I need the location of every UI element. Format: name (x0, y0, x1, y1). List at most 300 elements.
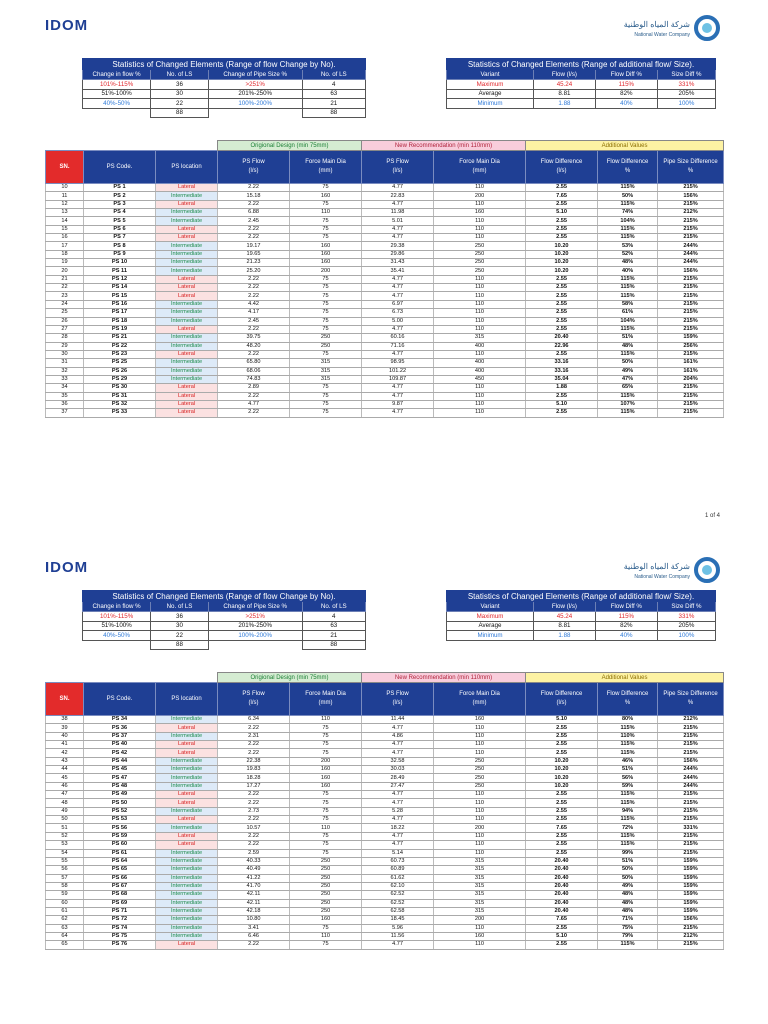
new-flow-cell: 98.95 (362, 359, 434, 367)
flow-diff-cell: 2.55 (526, 799, 598, 807)
flow-diff-pct-cell: 115% (598, 816, 658, 824)
new-flow-cell: 4.77 (362, 292, 434, 300)
ps-code-cell: PS 11 (84, 267, 156, 275)
ps-location-cell: Intermediate (156, 192, 218, 200)
orig-dia-cell: 160 (290, 259, 362, 267)
new-flow-cell: 61.62 (362, 874, 434, 882)
orig-flow-cell: 2.22 (218, 184, 290, 192)
ps-location-cell: Intermediate (156, 907, 218, 915)
ps-location-cell: Intermediate (156, 874, 218, 882)
col-header-new-flow: PS Flow (l/s) (362, 151, 434, 184)
flow-diff-pct-cell: 115% (598, 284, 658, 292)
stats-right-col: Flow (l/s) (534, 70, 596, 80)
orig-flow-cell: 17.27 (218, 782, 290, 790)
pipe-diff-cell: 215% (658, 749, 724, 757)
new-dia-cell: 315 (434, 882, 526, 890)
flow-diff-pct-cell: 48% (598, 891, 658, 899)
orig-flow-cell: 74.83 (218, 375, 290, 383)
pipe-diff-cell: 215% (658, 309, 724, 317)
orig-flow-cell: 2.22 (218, 799, 290, 807)
orig-dia-cell: 75 (290, 309, 362, 317)
orig-dia-cell: 315 (290, 367, 362, 375)
flow-diff-pct-cell: 115% (598, 392, 658, 400)
sn-cell: 39 (46, 724, 84, 732)
ps-code-cell: PS 74 (84, 924, 156, 932)
ps-location-cell: Intermediate (156, 916, 218, 924)
ps-location-cell: Intermediate (156, 317, 218, 325)
pipe-diff-cell: 215% (658, 200, 724, 208)
ps-code-cell: PS 6 (84, 225, 156, 233)
flow-diff-cell: 20.40 (526, 857, 598, 865)
sn-cell: 28 (46, 334, 84, 342)
stats-right-title: Statistics of Changed Elements (Range of additional flow/ Size). (447, 591, 716, 602)
ps-code-cell: PS 37 (84, 732, 156, 740)
flow-diff-pct-cell: 72% (598, 824, 658, 832)
table-row (46, 716, 724, 724)
flow-diff-pct-cell: 79% (598, 932, 658, 940)
new-flow-cell: 4.77 (362, 284, 434, 292)
new-dia-cell: 110 (434, 941, 526, 949)
flow-diff-pct-cell: 115% (598, 799, 658, 807)
flow-diff-cell: 20.40 (526, 899, 598, 907)
ps-location-cell: Intermediate (156, 866, 218, 874)
orig-flow-cell: 2.22 (218, 392, 290, 400)
new-flow-cell: 60.73 (362, 857, 434, 865)
new-flow-cell: 62.52 (362, 891, 434, 899)
ps-code-cell: PS 34 (84, 716, 156, 724)
ps-code-cell: PS 10 (84, 259, 156, 267)
ps-code-cell: PS 36 (84, 724, 156, 732)
new-flow-cell: 35.41 (362, 267, 434, 275)
ps-location-cell: Lateral (156, 225, 218, 233)
orig-dia-cell: 75 (290, 832, 362, 840)
table-row (46, 275, 724, 283)
ps-code-cell: PS 68 (84, 891, 156, 899)
sn-cell: 32 (46, 367, 84, 375)
ps-code-cell: PS 17 (84, 309, 156, 317)
flow-diff-pct-cell: 61% (598, 309, 658, 317)
nwc-emblem-icon (694, 557, 720, 583)
table-row (46, 916, 724, 924)
ps-location-cell: Lateral (156, 325, 218, 333)
new-dia-cell: 110 (434, 384, 526, 392)
table-row (46, 259, 724, 267)
stats-right-cell: 8.81 (534, 621, 596, 631)
col-header-pipe-diff: Pipe Size Difference % (658, 683, 724, 716)
new-dia-cell: 110 (434, 184, 526, 192)
sn-cell: 35 (46, 392, 84, 400)
orig-dia-cell: 75 (290, 292, 362, 300)
stats-left-col: Change of Pipe Size % (208, 70, 302, 80)
ps-code-cell: PS 14 (84, 284, 156, 292)
pipe-diff-cell: 212% (658, 716, 724, 724)
pipe-diff-cell: 215% (658, 849, 724, 857)
sn-cell: 33 (46, 375, 84, 383)
orig-flow-cell: 2.59 (218, 849, 290, 857)
stats-left-col: No. of LS (302, 602, 365, 612)
flow-diff-cell: 2.55 (526, 832, 598, 840)
ps-location-cell: Intermediate (156, 267, 218, 275)
table-row (46, 384, 724, 392)
pipe-diff-cell: 215% (658, 350, 724, 358)
sn-cell: 36 (46, 400, 84, 408)
group-original-design: Origional Design (min 75mm) (218, 141, 362, 151)
orig-flow-cell: 18.28 (218, 774, 290, 782)
stats-left-cell: 22 (151, 631, 209, 641)
col-header-new-dia: Force Main Dia (mm) (434, 683, 526, 716)
flow-diff-cell: 2.55 (526, 225, 598, 233)
orig-dia-cell: 75 (290, 732, 362, 740)
orig-dia-cell: 75 (290, 300, 362, 308)
orig-flow-cell: 41.22 (218, 874, 290, 882)
group-additional-values: Additional Values (526, 141, 724, 151)
stats-left-cell: 51%-100% (83, 89, 151, 99)
ps-code-cell: PS 59 (84, 832, 156, 840)
new-flow-cell: 5.01 (362, 217, 434, 225)
ps-location-cell: Intermediate (156, 899, 218, 907)
table-row (46, 359, 724, 367)
flow-diff-cell: 20.40 (526, 907, 598, 915)
pipe-diff-cell: 156% (658, 267, 724, 275)
new-dia-cell: 110 (434, 832, 526, 840)
stats-left-cell: 63 (302, 89, 365, 99)
group-original-design: Origional Design (min 75mm) (218, 673, 362, 683)
pipe-diff-cell: 159% (658, 882, 724, 890)
ps-code-cell: PS 5 (84, 217, 156, 225)
pipe-diff-cell: 215% (658, 234, 724, 242)
flow-diff-cell: 20.40 (526, 891, 598, 899)
pipe-diff-cell: 215% (658, 799, 724, 807)
orig-dia-cell: 250 (290, 342, 362, 350)
flow-diff-cell: 2.55 (526, 350, 598, 358)
flow-diff-cell: 2.55 (526, 300, 598, 308)
ps-code-cell: PS 56 (84, 824, 156, 832)
new-flow-cell: 4.77 (362, 234, 434, 242)
new-dia-cell: 250 (434, 267, 526, 275)
ps-location-cell: Intermediate (156, 242, 218, 250)
orig-dia-cell: 160 (290, 782, 362, 790)
pipe-diff-cell: 215% (658, 841, 724, 849)
flow-diff-cell: 2.55 (526, 941, 598, 949)
flow-diff-cell: 2.55 (526, 284, 598, 292)
new-dia-cell: 400 (434, 342, 526, 350)
sn-cell: 64 (46, 932, 84, 940)
new-flow-cell: 32.58 (362, 757, 434, 765)
ps-code-cell: PS 60 (84, 841, 156, 849)
stats-left-cell: 30 (151, 89, 209, 99)
pipe-diff-cell: 159% (658, 899, 724, 907)
stats-left-col: No. of LS (151, 602, 209, 612)
flow-diff-pct-cell: 40% (598, 267, 658, 275)
new-flow-cell: 62.52 (362, 899, 434, 907)
ps-code-cell: PS 71 (84, 907, 156, 915)
flow-diff-pct-cell: 51% (598, 334, 658, 342)
table-row (46, 857, 724, 865)
ps-location-cell: Intermediate (156, 359, 218, 367)
orig-flow-cell: 10.57 (218, 824, 290, 832)
sn-cell: 50 (46, 816, 84, 824)
new-flow-cell: 4.77 (362, 325, 434, 333)
flow-diff-cell: 2.55 (526, 741, 598, 749)
ps-location-cell: Intermediate (156, 259, 218, 267)
sn-cell: 62 (46, 916, 84, 924)
pipe-diff-cell: 156% (658, 192, 724, 200)
table-row (46, 234, 724, 242)
flow-diff-cell: 2.55 (526, 275, 598, 283)
orig-flow-cell: 19.17 (218, 242, 290, 250)
col-header-orig-flow: PS Flow (l/s) (218, 683, 290, 716)
sn-cell: 25 (46, 309, 84, 317)
orig-dia-cell: 250 (290, 891, 362, 899)
table-row (46, 807, 724, 815)
pipe-diff-cell: 215% (658, 275, 724, 283)
ps-location-cell: Lateral (156, 409, 218, 417)
new-dia-cell: 250 (434, 766, 526, 774)
ps-code-cell: PS 69 (84, 899, 156, 907)
new-dia-cell: 110 (434, 400, 526, 408)
orig-dia-cell: 160 (290, 774, 362, 782)
new-flow-cell: 4.77 (362, 941, 434, 949)
flow-diff-cell: 20.40 (526, 334, 598, 342)
ps-location-cell: Intermediate (156, 209, 218, 217)
flow-diff-pct-cell: 115% (598, 791, 658, 799)
pipe-diff-cell: 212% (658, 932, 724, 940)
stats-left-cell: 21 (302, 631, 365, 641)
flow-diff-cell: 20.40 (526, 866, 598, 874)
stats-left-cell: 51%-100% (83, 621, 151, 631)
stats-right-cell: Average (447, 621, 534, 631)
group-new-recommendation: New Recommendation (min 110mm) (362, 673, 526, 683)
flow-diff-cell: 22.96 (526, 342, 598, 350)
flow-diff-pct-cell: 99% (598, 849, 658, 857)
orig-dia-cell: 110 (290, 932, 362, 940)
new-flow-cell: 4.77 (362, 841, 434, 849)
ps-code-cell: PS 75 (84, 932, 156, 940)
orig-dia-cell: 75 (290, 941, 362, 949)
stats-right-cell: 82% (595, 621, 657, 631)
flow-diff-cell: 5.10 (526, 932, 598, 940)
table-row (46, 317, 724, 325)
sn-cell: 41 (46, 741, 84, 749)
stats-left-cell: 36 (151, 612, 209, 622)
sn-cell: 27 (46, 325, 84, 333)
flow-diff-cell: 33.16 (526, 367, 598, 375)
group-additional-values: Additional Values (526, 673, 724, 683)
table-row (46, 766, 724, 774)
new-dia-cell: 110 (434, 799, 526, 807)
stats-right-cell: 40% (595, 99, 657, 109)
table-row (46, 891, 724, 899)
table-row (46, 757, 724, 765)
table-row (46, 342, 724, 350)
ps-code-cell: PS 53 (84, 816, 156, 824)
new-flow-cell: 29.86 (362, 250, 434, 258)
orig-flow-cell: 10.80 (218, 916, 290, 924)
new-flow-cell: 9.87 (362, 400, 434, 408)
table-row (46, 367, 724, 375)
ps-location-cell: Intermediate (156, 367, 218, 375)
flow-diff-pct-cell: 49% (598, 882, 658, 890)
ps-location-cell: Intermediate (156, 309, 218, 317)
orig-flow-cell: 2.22 (218, 409, 290, 417)
pipe-diff-cell: 256% (658, 342, 724, 350)
orig-dia-cell: 250 (290, 874, 362, 882)
table-row (46, 907, 724, 915)
flow-diff-pct-cell: 53% (598, 242, 658, 250)
new-dia-cell: 110 (434, 317, 526, 325)
sn-cell: 40 (46, 732, 84, 740)
idom-logo: IDOM (45, 17, 89, 34)
new-dia-cell: 110 (434, 924, 526, 932)
pipe-diff-cell: 215% (658, 741, 724, 749)
stats-left-cell: 63 (302, 621, 365, 631)
table-row (46, 782, 724, 790)
new-dia-cell: 400 (434, 359, 526, 367)
ps-location-cell: Lateral (156, 384, 218, 392)
stats-right-col: Size Diff % (657, 602, 715, 612)
sn-cell: 26 (46, 317, 84, 325)
pipe-diff-cell: 215% (658, 791, 724, 799)
stats-left-cell: >251% (208, 80, 302, 90)
new-dia-cell: 110 (434, 275, 526, 283)
sn-cell: 57 (46, 874, 84, 882)
flow-diff-cell: 10.20 (526, 267, 598, 275)
flow-diff-cell: 7.65 (526, 916, 598, 924)
ps-location-cell: Intermediate (156, 891, 218, 899)
table-row (46, 774, 724, 782)
stats-flow-change-table (82, 590, 366, 650)
orig-flow-cell: 2.22 (218, 350, 290, 358)
orig-flow-cell: 22.38 (218, 757, 290, 765)
ps-code-cell: PS 42 (84, 749, 156, 757)
new-dia-cell: 110 (434, 309, 526, 317)
orig-dia-cell: 75 (290, 325, 362, 333)
new-dia-cell: 110 (434, 409, 526, 417)
new-dia-cell: 110 (434, 392, 526, 400)
nwc-logo-english: National Water Company (634, 574, 690, 580)
flow-diff-pct-cell: 115% (598, 832, 658, 840)
sn-cell: 24 (46, 300, 84, 308)
pipe-diff-cell: 215% (658, 832, 724, 840)
orig-flow-cell: 2.22 (218, 841, 290, 849)
ps-location-cell: Intermediate (156, 250, 218, 258)
stats-right-col: Size Diff % (657, 70, 715, 80)
flow-diff-cell: 2.55 (526, 325, 598, 333)
sn-cell: 16 (46, 234, 84, 242)
table-row (46, 192, 724, 200)
orig-dia-cell: 75 (290, 392, 362, 400)
stats-left-cell: 40%-50% (83, 99, 151, 109)
new-dia-cell: 110 (434, 741, 526, 749)
ps-code-cell: PS 52 (84, 807, 156, 815)
orig-dia-cell: 75 (290, 317, 362, 325)
flow-diff-pct-cell: 115% (598, 724, 658, 732)
flow-diff-pct-cell: 115% (598, 234, 658, 242)
flow-diff-cell: 2.55 (526, 749, 598, 757)
pipe-diff-cell: 215% (658, 816, 724, 824)
orig-flow-cell: 6.34 (218, 716, 290, 724)
stats-right-cell: 45.24 (534, 612, 596, 622)
stats-right-cell: Maximum (447, 80, 534, 90)
sn-cell: 23 (46, 292, 84, 300)
sn-cell: 21 (46, 275, 84, 283)
stats-additional-flow-table (446, 58, 716, 109)
flow-diff-pct-cell: 75% (598, 924, 658, 932)
table-row (46, 791, 724, 799)
col-header-flow-diff: Flow Difference (l/s) (526, 151, 598, 184)
new-dia-cell: 315 (434, 334, 526, 342)
ps-location-cell: Lateral (156, 941, 218, 949)
table-row (46, 225, 724, 233)
orig-flow-cell: 3.41 (218, 924, 290, 932)
orig-flow-cell: 2.22 (218, 284, 290, 292)
table-row (46, 741, 724, 749)
flow-diff-pct-cell: 80% (598, 716, 658, 724)
orig-flow-cell: 2.22 (218, 941, 290, 949)
flow-diff-pct-cell: 47% (598, 375, 658, 383)
table-row (46, 409, 724, 417)
new-flow-cell: 30.03 (362, 766, 434, 774)
sn-cell: 14 (46, 217, 84, 225)
new-flow-cell: 4.77 (362, 350, 434, 358)
table-row (46, 217, 724, 225)
pipe-diff-cell: 215% (658, 317, 724, 325)
orig-dia-cell: 110 (290, 209, 362, 217)
orig-dia-cell: 250 (290, 882, 362, 890)
stats-right-cell: 205% (657, 621, 715, 631)
new-flow-cell: 71.16 (362, 342, 434, 350)
ps-code-cell: PS 33 (84, 409, 156, 417)
new-flow-cell: 18.45 (362, 916, 434, 924)
flow-diff-cell: 2.55 (526, 791, 598, 799)
stats-right-cell: 205% (657, 89, 715, 99)
new-flow-cell: 4.77 (362, 184, 434, 192)
orig-flow-cell: 40.33 (218, 857, 290, 865)
pump-station-table-page-2 (45, 672, 724, 950)
flow-diff-pct-cell: 52% (598, 250, 658, 258)
col-header-pipe-diff: Pipe Size Difference % (658, 151, 724, 184)
orig-dia-cell: 200 (290, 757, 362, 765)
new-dia-cell: 315 (434, 907, 526, 915)
new-dia-cell: 250 (434, 259, 526, 267)
pipe-diff-cell: 215% (658, 217, 724, 225)
new-flow-cell: 4.77 (362, 275, 434, 283)
flow-diff-cell: 7.65 (526, 192, 598, 200)
new-flow-cell: 60.89 (362, 866, 434, 874)
ps-code-cell: PS 44 (84, 757, 156, 765)
flow-diff-pct-cell: 115% (598, 275, 658, 283)
orig-flow-cell: 2.22 (218, 816, 290, 824)
ps-location-cell: Intermediate (156, 774, 218, 782)
pipe-diff-cell: 215% (658, 941, 724, 949)
flow-diff-pct-cell: 94% (598, 807, 658, 815)
ps-code-cell: PS 76 (84, 941, 156, 949)
pipe-diff-cell: 215% (658, 300, 724, 308)
flow-diff-pct-cell: 115% (598, 350, 658, 358)
table-row (46, 400, 724, 408)
sn-cell: 54 (46, 849, 84, 857)
ps-location-cell: Lateral (156, 234, 218, 242)
stats-right-cell: Minimum (447, 631, 534, 641)
ps-location-cell: Lateral (156, 724, 218, 732)
stats-right-col: Flow (l/s) (534, 602, 596, 612)
orig-flow-cell: 2.22 (218, 234, 290, 242)
sn-cell: 61 (46, 907, 84, 915)
orig-flow-cell: 2.22 (218, 832, 290, 840)
ps-code-cell: PS 48 (84, 782, 156, 790)
sn-cell: 10 (46, 184, 84, 192)
flow-diff-pct-cell: 50% (598, 866, 658, 874)
